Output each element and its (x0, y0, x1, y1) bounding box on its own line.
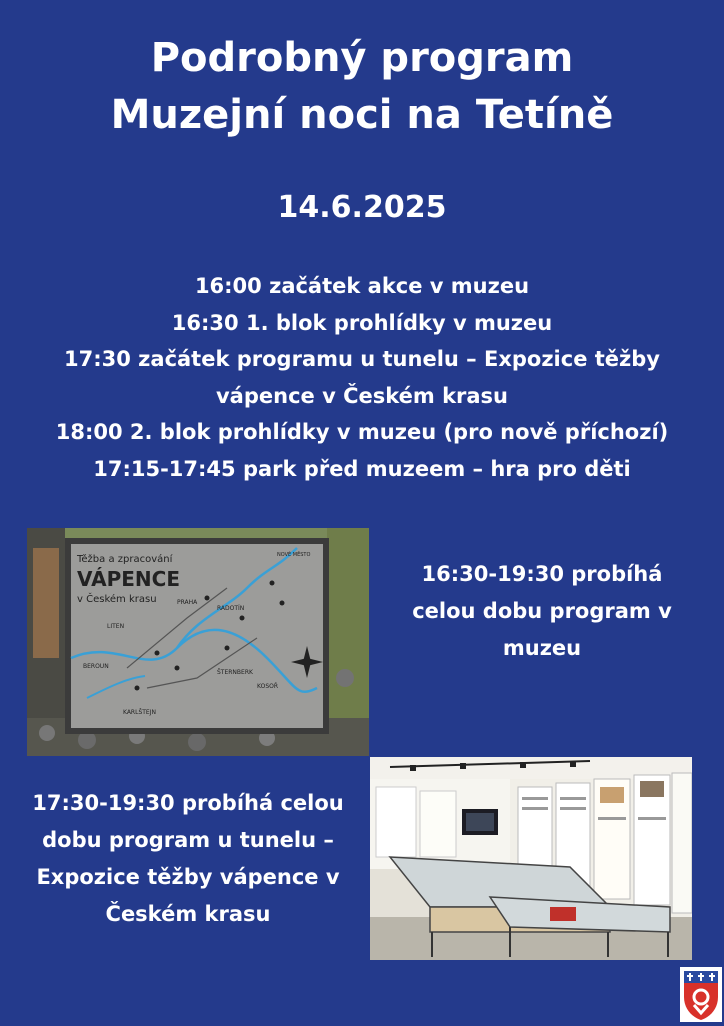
museum-exhibition-photo (370, 757, 692, 960)
page-title (0, 30, 724, 144)
tunnel-program-line: 17:30-19:30 probíhá celou (32, 791, 344, 815)
schedule-line: 17:15-17:45 park před muzeem – hra pro děti (93, 456, 631, 481)
tunnel-program-line: dobu program u tunelu – (42, 828, 334, 852)
map-place: NOVÉ MĚSTO (277, 552, 311, 558)
schedule-line: 17:30 začátek programu u tunelu – Expozice těžby (64, 347, 660, 371)
tunnel-program-line: Českém krasu (105, 902, 271, 926)
schedule-line: 18:00 2. blok prohlídky v muzeu (pro nově příchozí) (55, 420, 669, 444)
tetin-coat-of-arms-logo (680, 967, 722, 1022)
map-place: KOSOŘ (257, 683, 279, 690)
event-date: 14.6.2025 (277, 190, 447, 225)
map-place: ŠTERNBERK (217, 669, 253, 676)
museum-program-line: muzeu (502, 636, 582, 660)
tunnel-program-text (6, 785, 370, 933)
map-place: RADOTÍN (217, 605, 245, 612)
schedule-line: vápence v Českém krasu (215, 383, 509, 408)
map-heading-2: VÁPENCE (77, 567, 180, 591)
schedule-line: 16:00 začátek akce v muzeu (194, 274, 530, 298)
map-place: LITEN (107, 623, 125, 630)
map-place: PRAHA (177, 599, 198, 606)
museum-program-text (372, 556, 712, 667)
tunnel-program-line: Expozice těžby vápence v (36, 865, 340, 889)
schedule-line: 16:30 1. blok prohlídky v muzeu (171, 310, 553, 335)
museum-program-line: celou dobu program v (412, 599, 672, 623)
map-place: BEROUN (83, 663, 109, 670)
schedule-list (0, 268, 724, 487)
title-line-1: Podrobný program (150, 35, 574, 81)
title-line-2: Muzejní noci na Tetíně (110, 92, 614, 138)
map-heading-1: Těžba a zpracování (77, 554, 173, 565)
limestone-map-sign-photo (27, 528, 369, 756)
map-heading-3: v Českém krasu (77, 594, 157, 605)
museum-program-line: 16:30-19:30 probíhá (421, 562, 663, 586)
map-place: KARLŠTEJN (123, 709, 156, 716)
